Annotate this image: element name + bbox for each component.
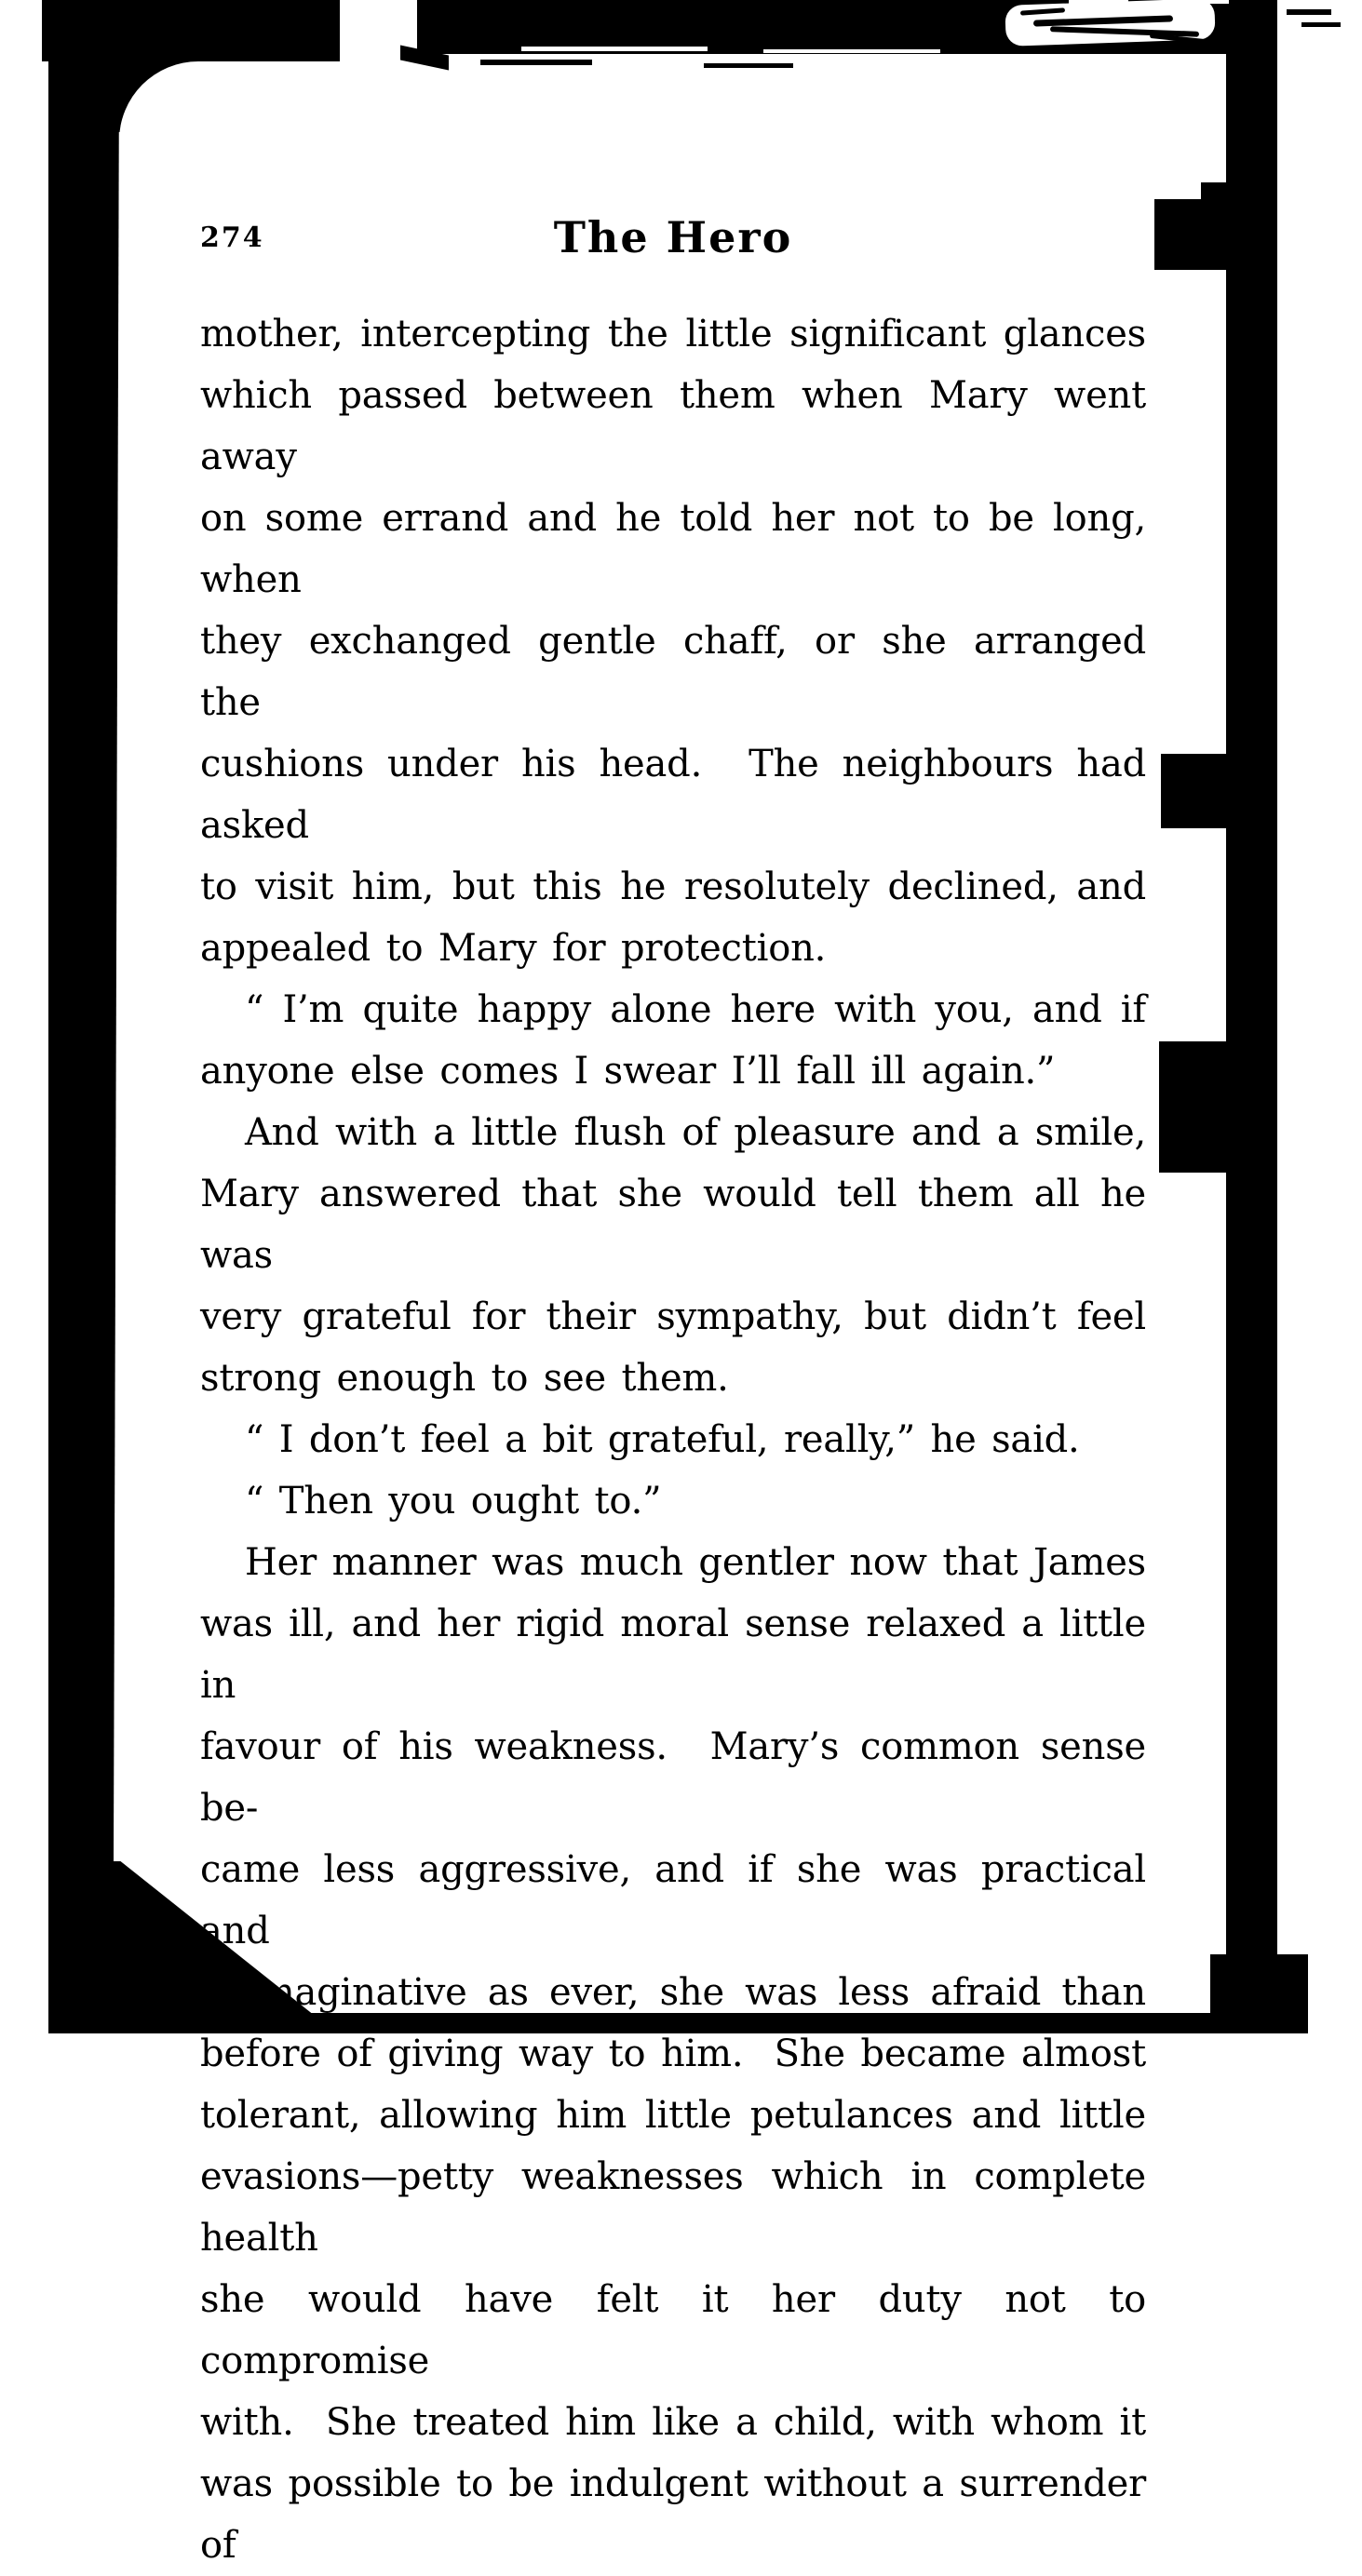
text-line: on some errand and he told her not to be long, when <box>200 497 1146 601</box>
scan-corner-dash <box>1287 9 1331 15</box>
text-line: strong enough to see them. <box>200 1357 729 1400</box>
text-line: “ Then you ought to.” <box>245 1480 662 1523</box>
scan-border-right-notch-3 <box>1159 1041 1229 1173</box>
scan-border-top-band-left <box>42 0 340 61</box>
text-line: to visit him, but this he resolutely declined, and <box>200 865 1146 908</box>
page-number: 274 <box>200 221 264 254</box>
scan-band-dash <box>480 60 592 65</box>
text-line: was ill, and her rigid moral sense relaxed a little in <box>200 1603 1146 1707</box>
scan-border-right-notch-1 <box>1154 199 1229 270</box>
text-line: was possible to be indulgent without a surrender of <box>200 2462 1146 2567</box>
text-line: “ I’m quite happy alone here with you, and if <box>245 988 1146 1031</box>
text-line: before of giving way to him. She became almost <box>200 2033 1146 2075</box>
scan-band-white-dash <box>521 47 708 51</box>
text-line: unimaginative as ever, she was less afraid than <box>200 1971 1146 2014</box>
scan-border-right-notch-2 <box>1161 754 1229 828</box>
text-line: with. She treated him like a child, with whom it <box>200 2401 1146 2444</box>
page-title: The Hero <box>553 212 793 262</box>
text-line: cushions under his head. The neighbours had asked <box>200 743 1146 847</box>
scan-border-right-column <box>1226 42 1277 1959</box>
scan-edge-dash <box>1069 0 1128 4</box>
scan-border-left-strip <box>48 56 119 1880</box>
text-line: Mary answered that she would tell them all he was <box>200 1173 1146 1277</box>
text-line: evasions—petty weaknesses which in complete health <box>200 2155 1146 2260</box>
text-line: came less aggressive, and if she was practical and <box>200 1848 1146 1952</box>
text-line: favour of his weakness. Mary’s common sense be- <box>200 1725 1146 1830</box>
text-line: they exchanged gentle chaff, or she arranged the <box>200 620 1146 724</box>
text-line: tolerant, allowing him little petulances and little <box>200 2094 1146 2137</box>
body-text <box>200 303 1146 2576</box>
text-line: Her manner was much gentler now that James <box>245 1541 1146 1584</box>
text-line: which passed between them when Mary went away <box>200 374 1146 478</box>
scan-corner-dash <box>1301 22 1341 27</box>
scan-band-dash <box>704 63 793 68</box>
text-line: she would have felt it her duty not to compromise <box>200 2278 1146 2382</box>
page-header <box>200 212 1146 262</box>
text-line: “ I don’t feel a bit grateful, really,” he said. <box>245 1418 1080 1461</box>
scan-edge-dash <box>1180 0 1229 4</box>
text-line: mother, intercepting the little significant glances <box>200 313 1146 356</box>
page-corner-curve <box>119 61 371 192</box>
text-line: very grateful for their sympathy, but didn’t feel <box>200 1295 1146 1338</box>
text-line: And with a little flush of pleasure and a smile, <box>245 1111 1146 1154</box>
text-line: anyone else comes I swear I’ll fall ill again.” <box>200 1050 1056 1093</box>
scan-band-white-dash <box>763 49 940 53</box>
text-line: appealed to Mary for protection. <box>200 927 827 970</box>
